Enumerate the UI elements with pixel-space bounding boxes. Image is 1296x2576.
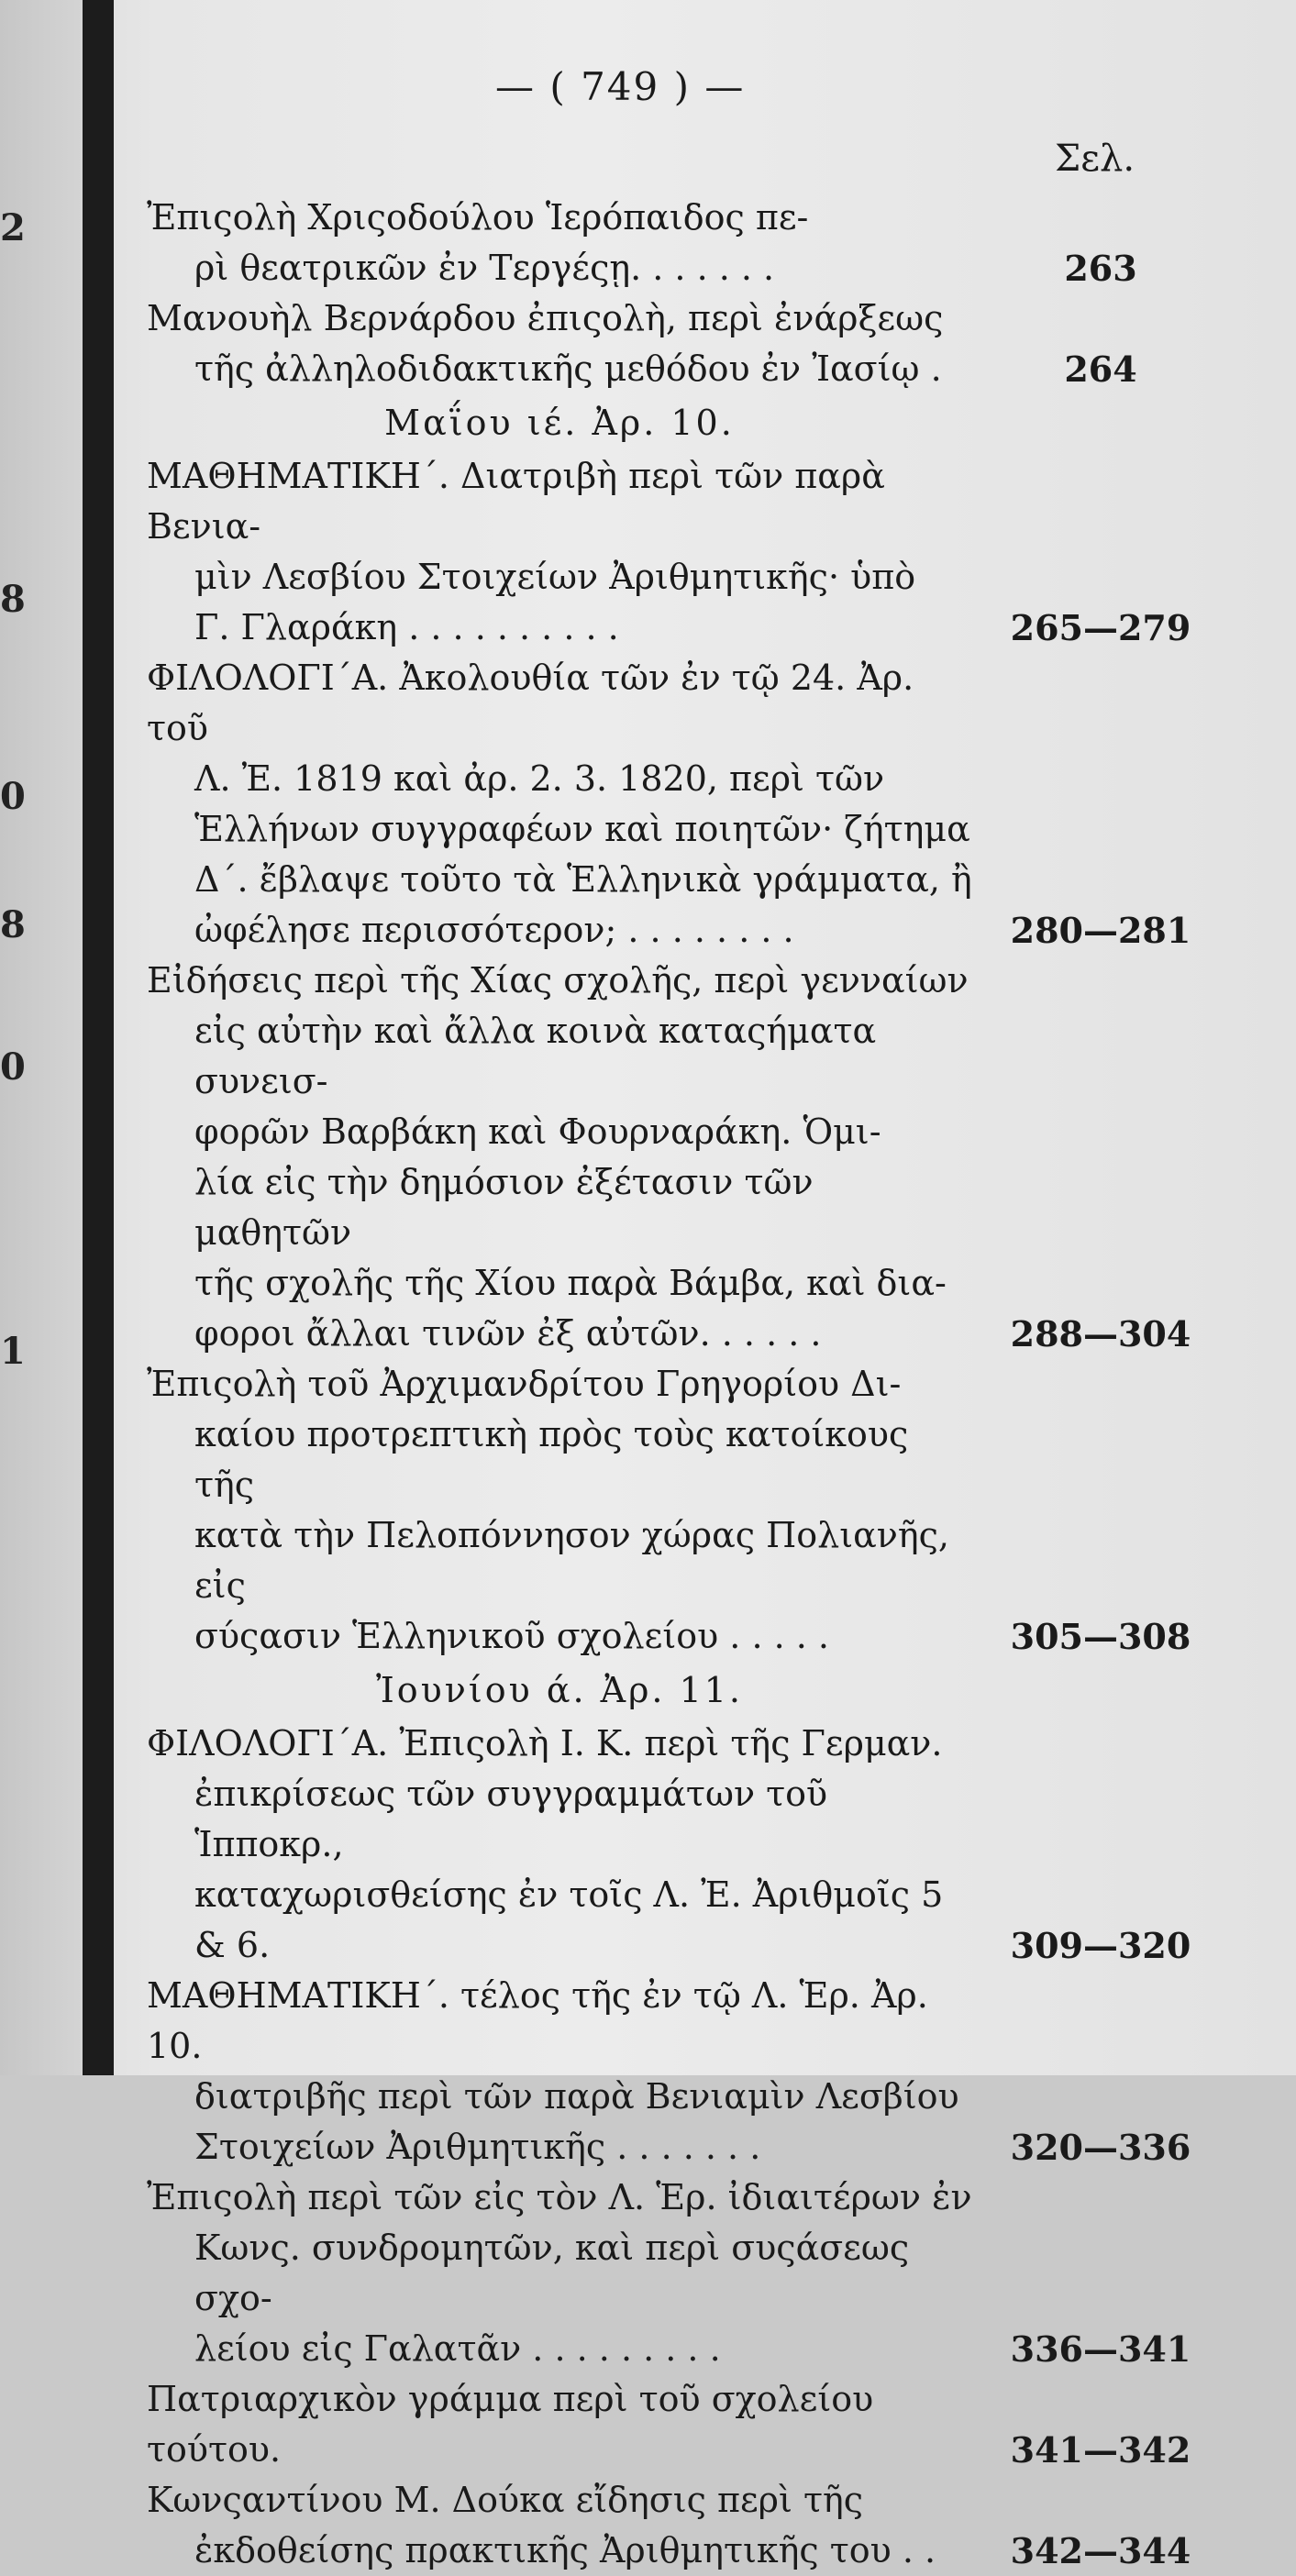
toc-entry-line: Ἐπιςολὴ περὶ τῶν εἰς τὸν Λ. Ἑρ. ἰδιαιτέρων ἐν bbox=[147, 2177, 972, 2217]
toc-entry-line: φορῶν Βαρβάκη καὶ Φουρναράκη. Ὁμι- bbox=[194, 1111, 881, 1152]
toc-entry bbox=[147, 2374, 1202, 2475]
issue-date-heading: Μαΐου ιέ. Ἀρ. 10. bbox=[384, 403, 735, 443]
toc-entry bbox=[147, 451, 1202, 653]
toc-entry bbox=[147, 956, 1202, 1359]
toc-entry-pages: 265—279 bbox=[1010, 607, 1191, 648]
toc-entry-line: ρὶ θεατρικῶν ἐν Τεργέςῃ. . . . . . . bbox=[194, 248, 775, 288]
toc-entry-line: μὶν Λεσβίου Στοιχείων Ἀριθμητικῆς· ὑπὸ bbox=[194, 557, 916, 597]
toc-entry-line: σύςασιν Ἑλληνικοῦ σχολείου . . . . . bbox=[194, 1616, 829, 1656]
toc-entry-line: Στοιχείων Ἀριθμητικῆς . . . . . . . bbox=[194, 2127, 761, 2167]
toc-entry bbox=[147, 1971, 1202, 2172]
toc-entry-pages: 264 bbox=[1064, 348, 1137, 390]
toc-entry-line: κατὰ τὴν Πελοπόννησον χώρας Πολιανῆς, εἰς bbox=[194, 1515, 950, 1606]
toc-entry-line: ΜΑΘΗΜΑΤΙΚΗ΄. Διατριβὴ περὶ τῶν παρὰ Βενια- bbox=[147, 456, 885, 547]
previous-page-edge bbox=[0, 0, 83, 2075]
toc-entry bbox=[147, 1719, 1202, 1971]
toc-entry-title bbox=[147, 2475, 972, 2576]
toc-entry-line: τῆς ἀλληλοδιδακτικῆς μεθόδου ἐν Ἰασίῳ . bbox=[194, 348, 942, 389]
margin-fragment: 0 bbox=[0, 1045, 26, 1089]
toc-entry-pages: 336—341 bbox=[1010, 2328, 1191, 2370]
toc-entry-line: ἐπικρίσεως τῶν συγγραμμάτων τοῦ Ἱπποκρ., bbox=[194, 1774, 828, 1864]
toc-entry bbox=[147, 293, 1202, 394]
toc-entry-line: εἰς αὐτὴν καὶ ἄλλα κοινὰ καταςήματα συνεισ- bbox=[194, 1011, 877, 1101]
toc-entry-line: τῆς σχολῆς τῆς Χίου παρὰ Βάμβα, καὶ δια- bbox=[194, 1263, 947, 1303]
margin-fragment: 8 bbox=[0, 578, 26, 621]
toc-entry-line: Εἰδήσεις περὶ τῆς Χίας σχολῆς, περὶ γενναίων bbox=[147, 960, 969, 1001]
toc-entry-line: Γ. Γλαράκη . . . . . . . . . . bbox=[194, 607, 619, 647]
toc-entry-line: λία εἰς τὴν δημόσιον ἐξέτασιν τῶν μαθητῶν bbox=[194, 1162, 814, 1253]
toc-entry-pages: 341—342 bbox=[1010, 2429, 1191, 2471]
toc-entry-pages: 320—336 bbox=[1010, 2127, 1191, 2168]
toc-entry-pages: 342—344 bbox=[1010, 2530, 1191, 2571]
toc-entry-pages: 263 bbox=[1064, 248, 1137, 289]
issue-date-heading: Ἰουνίου ά. Ἀρ. 11. bbox=[375, 1670, 744, 1710]
toc-entry-title bbox=[147, 2374, 972, 2475]
toc-entry-line: διατριβῆς περὶ τῶν παρὰ Βενιαμὶν Λεσβίου bbox=[194, 2076, 959, 2117]
toc-entry-line: καίου προτρεπτικὴ πρὸς τοὺς κατοίκους τῆς bbox=[194, 1414, 909, 1505]
toc-entry-title bbox=[147, 1719, 972, 1971]
toc-entry-title bbox=[147, 653, 972, 956]
toc-entry-line: λείου εἰς Γαλατᾶν . . . . . . . . . bbox=[194, 2328, 721, 2369]
toc-entry bbox=[147, 1359, 1202, 1662]
toc-entry-title bbox=[147, 193, 972, 293]
margin-fragment: 2 bbox=[0, 206, 26, 249]
toc-entry-line: Κωνς. συνδρομητῶν, καὶ περὶ συςάσεως σχο- bbox=[194, 2228, 910, 2318]
toc-entry-line: Λ. Ἐ. 1819 καὶ ἀρ. 2. 3. 1820, περὶ τῶν bbox=[194, 758, 885, 799]
margin-fragment: 1 bbox=[0, 1330, 26, 1373]
toc-entry-line: Πατριαρχικὸν γράμμα περὶ τοῦ σχολείου τούτου. bbox=[147, 2379, 874, 2470]
toc-entry bbox=[147, 653, 1202, 956]
toc-entry-pages: 288—304 bbox=[1010, 1313, 1191, 1354]
margin-fragment: 8 bbox=[0, 903, 26, 946]
margin-fragment: 0 bbox=[0, 775, 26, 818]
toc-entry-line: ἐκδοθείσης πρακτικῆς Ἀριθμητικῆς του . . bbox=[194, 2530, 936, 2570]
toc-entry-title bbox=[147, 293, 972, 394]
toc-entry-line: ὠφέλησε περισσότερον; . . . . . . . . bbox=[194, 910, 794, 950]
toc-entry-pages: 280—281 bbox=[1010, 910, 1191, 951]
toc-entry-title bbox=[147, 1359, 972, 1662]
page-number-header: — ( 749 ) — bbox=[495, 64, 746, 109]
toc-entry-line: Ἑλλήνων συγγραφέων καὶ ποιητῶν· ζήτημα bbox=[194, 809, 970, 849]
toc-entry-line: Κωνςαντίνου Μ. Δούκα εἴδησις περὶ τῆς bbox=[147, 2480, 864, 2520]
toc-entry-title bbox=[147, 451, 972, 653]
toc-entry-line: ΦΙΛΟΛΟΓΙ΄Α. Ἐπιςολὴ Ι. Κ. περὶ τῆς Γερμαν. bbox=[147, 1723, 943, 1763]
toc-entry bbox=[147, 193, 1202, 293]
toc-entry bbox=[147, 2172, 1202, 2374]
toc-entry-line: Ἐπιςολὴ Χριςοδούλου Ἱερόπαιδος πε- bbox=[147, 197, 809, 238]
toc-entry-line: καταχωρισθείσης ἐν τοῖς Λ. Ἐ. Ἀριθμοῖς 5 & 6. bbox=[194, 1874, 944, 1965]
book-gutter bbox=[83, 0, 114, 2075]
toc-entry-line: φοροι ἄλλαι τινῶν ἐξ αὐτῶν. . . . . . bbox=[194, 1313, 822, 1354]
toc-entry-pages: 309—320 bbox=[1010, 1925, 1191, 1966]
toc-entry-line: Ἐπιςολὴ τοῦ Ἀρχιμανδρίτου Γρηγορίου Δι- bbox=[147, 1364, 902, 1404]
toc-entry-title bbox=[147, 956, 972, 1359]
table-of-contents bbox=[147, 193, 1202, 2576]
toc-entry-title bbox=[147, 1971, 972, 2172]
toc-entry-line: ΦΙΛΟΛΟΓΙ΄Α. Ἀκολουθία τῶν ἐν τῷ 24. Ἀρ. τοῦ bbox=[147, 658, 914, 748]
toc-entry-title bbox=[147, 2172, 972, 2374]
page-column-label: Σελ. bbox=[1055, 138, 1135, 180]
toc-entry-line: ΜΑΘΗΜΑΤΙΚΗ΄. τέλος τῆς ἐν τῷ Λ. Ἑρ. Ἀρ. 10. bbox=[147, 1975, 928, 2066]
toc-entry-pages: 305—308 bbox=[1010, 1616, 1191, 1657]
toc-entry-line: Μανουὴλ Βερνάρδου ἐπιςολὴ, περὶ ἐνάρξεως bbox=[147, 298, 944, 338]
toc-entry bbox=[147, 2475, 1202, 2576]
toc-entry-line: Δ΄. ἔβλαψε τοῦτο τὰ Ἑλληνικὰ γράμματα, ἢ bbox=[194, 859, 972, 900]
